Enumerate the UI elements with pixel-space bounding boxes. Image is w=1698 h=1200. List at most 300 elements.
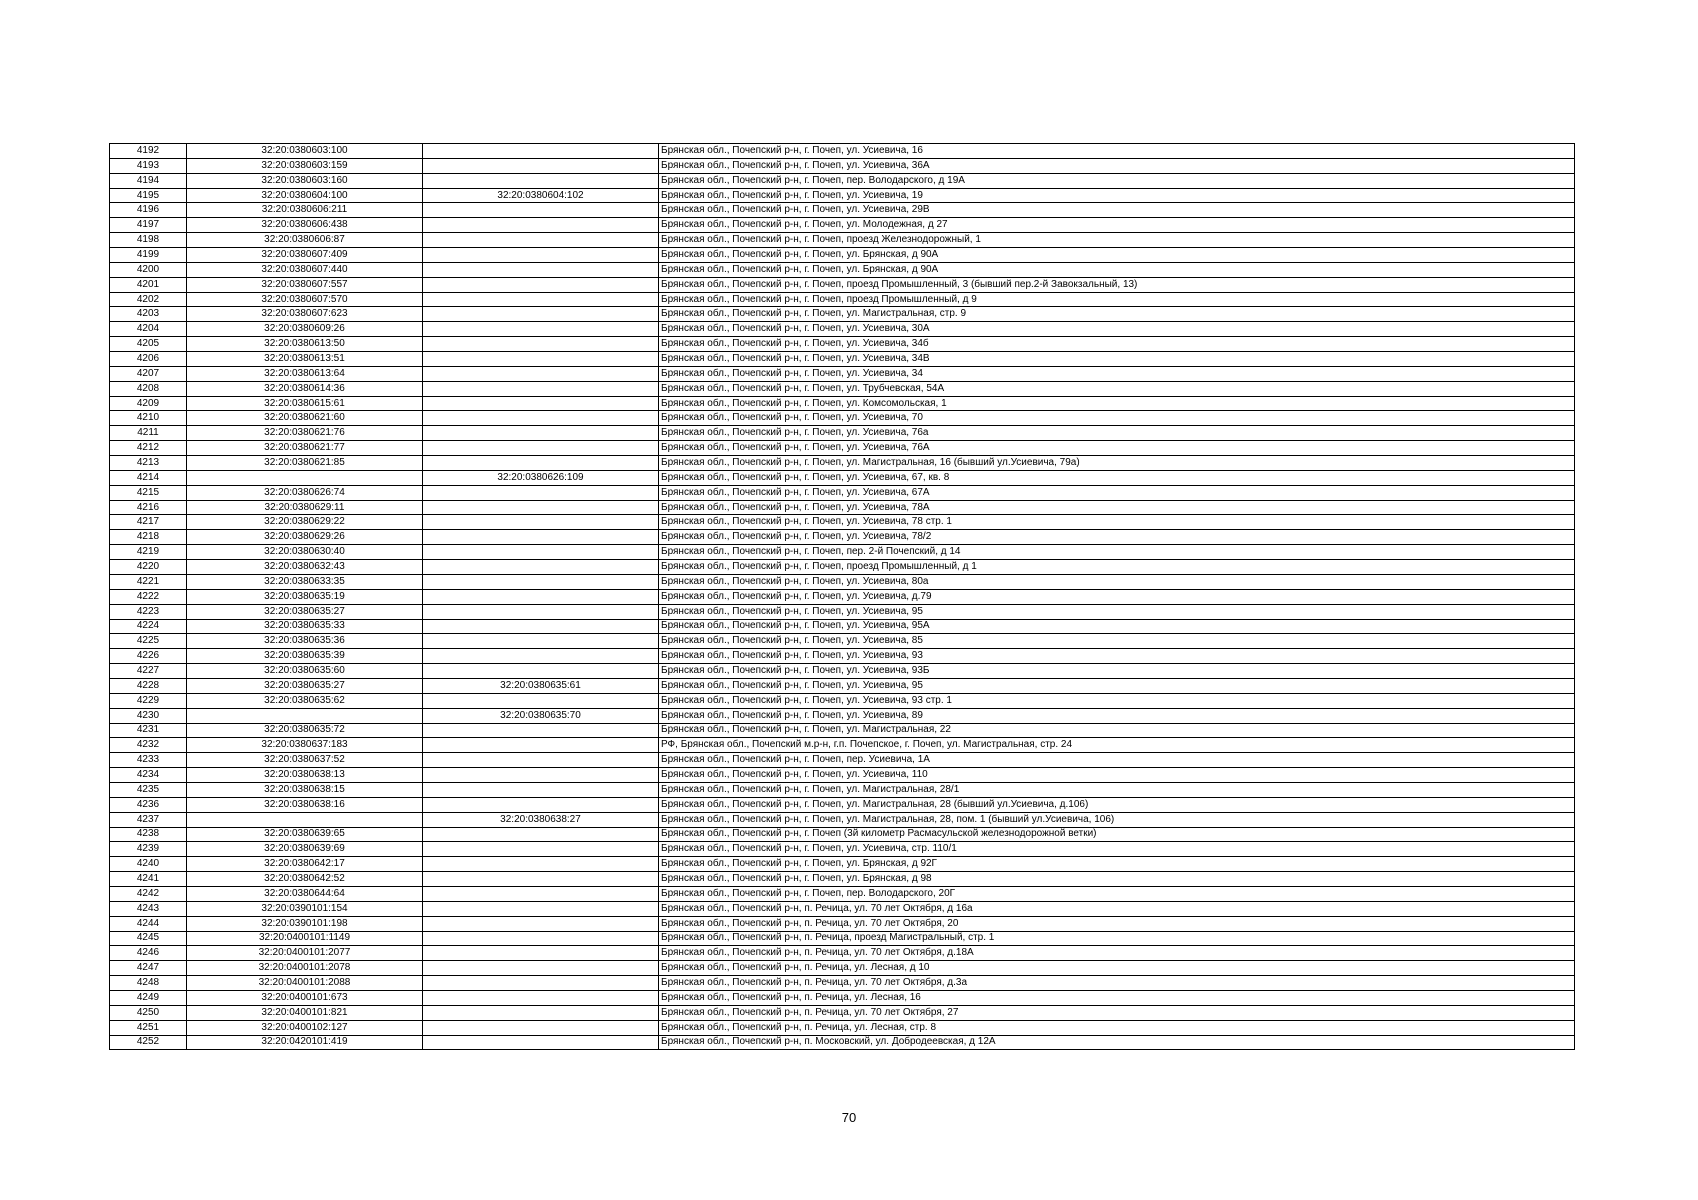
related-cadastral-number-cell bbox=[423, 976, 659, 991]
cadastral-number-cell: 32:20:0380642:52 bbox=[187, 872, 423, 887]
table-row bbox=[110, 872, 1575, 887]
related-cadastral-number-cell bbox=[423, 560, 659, 575]
cadastral-number-cell: 32:20:0380638:13 bbox=[187, 768, 423, 783]
address-cell: Брянская обл., Почепский р-н, г. Почеп, ул. Брянская, д 98 bbox=[659, 872, 1575, 887]
cadastral-number-cell: 32:20:0380606:211 bbox=[187, 203, 423, 218]
row-number-cell: 4199 bbox=[110, 248, 187, 263]
cadastral-number-cell: 32:20:0380632:43 bbox=[187, 560, 423, 575]
address-cell: Брянская обл., Почепский р-н, г. Почеп, проезд Промышленный, д 1 bbox=[659, 560, 1575, 575]
address-cell: Брянская обл., Почепский р-н, г. Почеп, ул. Усиевича, 78А bbox=[659, 500, 1575, 515]
related-cadastral-number-cell bbox=[423, 664, 659, 679]
address-cell: Брянская обл., Почепский р-н, г. Почеп, ул. Магистральная, 28, пом. 1 (бывший ул.Усиевича, 106) bbox=[659, 812, 1575, 827]
cadastral-number-cell: 32:20:0400101:2078 bbox=[187, 961, 423, 976]
address-cell: Брянская обл., Почепский р-н, г. Почеп, ул. Магистральная, 16 (бывший ул.Усиевича, 79а) bbox=[659, 456, 1575, 471]
table-row bbox=[110, 589, 1575, 604]
address-cell: РФ, Брянская обл., Почепский м.р-н, г.п. Почепское, г. Почеп, ул. Магистральная, стр. 24 bbox=[659, 738, 1575, 753]
address-cell: Брянская обл., Почепский р-н, г. Почеп, ул. Молодежная, д 27 bbox=[659, 218, 1575, 233]
address-cell: Брянская обл., Почепский р-н, г. Почеп, пер. Володарского, 20Г bbox=[659, 886, 1575, 901]
row-number-cell: 4239 bbox=[110, 842, 187, 857]
address-cell: Брянская обл., Почепский р-н, г. Почеп, ул. Усиевича, 93 bbox=[659, 649, 1575, 664]
table-row bbox=[110, 842, 1575, 857]
row-number-cell: 4204 bbox=[110, 322, 187, 337]
address-cell: Брянская обл., Почепский р-н, п. Речица, ул. 70 лет Октября, д.18А bbox=[659, 946, 1575, 961]
related-cadastral-number-cell bbox=[423, 619, 659, 634]
related-cadastral-number-cell bbox=[423, 485, 659, 500]
cadastral-number-cell: 32:20:0420101:419 bbox=[187, 1035, 423, 1050]
table-row bbox=[110, 946, 1575, 961]
cadastral-number-cell: 32:20:0380621:77 bbox=[187, 441, 423, 456]
row-number-cell: 4192 bbox=[110, 144, 187, 159]
table-row bbox=[110, 693, 1575, 708]
related-cadastral-number-cell bbox=[423, 857, 659, 872]
cadastral-number-cell: 32:20:0380613:50 bbox=[187, 337, 423, 352]
related-cadastral-number-cell bbox=[423, 545, 659, 560]
related-cadastral-number-cell bbox=[423, 797, 659, 812]
related-cadastral-number-cell bbox=[423, 1020, 659, 1035]
related-cadastral-number-cell bbox=[423, 277, 659, 292]
table-row bbox=[110, 307, 1575, 322]
cadastral-number-cell: 32:20:0400102:127 bbox=[187, 1020, 423, 1035]
table-row bbox=[110, 649, 1575, 664]
related-cadastral-number-cell bbox=[423, 396, 659, 411]
row-number-cell: 4230 bbox=[110, 708, 187, 723]
cadastral-number-cell: 32:20:0380607:623 bbox=[187, 307, 423, 322]
related-cadastral-number-cell bbox=[423, 782, 659, 797]
address-cell: Брянская обл., Почепский р-н, г. Почеп, проезд Промышленный, д 9 bbox=[659, 292, 1575, 307]
address-cell: Брянская обл., Почепский р-н, г. Почеп, ул. Магистральная, стр. 9 bbox=[659, 307, 1575, 322]
property-table-body bbox=[110, 144, 1575, 1050]
address-cell: Брянская обл., Почепский р-н, г. Почеп, ул. Усиевича, 110 bbox=[659, 768, 1575, 783]
related-cadastral-number-cell bbox=[423, 173, 659, 188]
row-number-cell: 4236 bbox=[110, 797, 187, 812]
address-cell: Брянская обл., Почепский р-н, п. Речица, ул. 70 лет Октября, 20 bbox=[659, 916, 1575, 931]
related-cadastral-number-cell: 32:20:0380635:61 bbox=[423, 678, 659, 693]
related-cadastral-number-cell bbox=[423, 886, 659, 901]
related-cadastral-number-cell bbox=[423, 604, 659, 619]
table-row bbox=[110, 173, 1575, 188]
cadastral-number-cell: 32:20:0380638:15 bbox=[187, 782, 423, 797]
row-number-cell: 4243 bbox=[110, 901, 187, 916]
related-cadastral-number-cell: 32:20:0380604:102 bbox=[423, 188, 659, 203]
cadastral-number-cell: 32:20:0380615:61 bbox=[187, 396, 423, 411]
row-number-cell: 4193 bbox=[110, 158, 187, 173]
related-cadastral-number-cell bbox=[423, 292, 659, 307]
related-cadastral-number-cell bbox=[423, 1035, 659, 1050]
cadastral-number-cell: 32:20:0380638:16 bbox=[187, 797, 423, 812]
address-cell: Брянская обл., Почепский р-н, г. Почеп, ул. Усиевича, 95 bbox=[659, 604, 1575, 619]
address-cell: Брянская обл., Почепский р-н, г. Почеп, ул. Комсомольская, 1 bbox=[659, 396, 1575, 411]
cadastral-number-cell: 32:20:0380609:26 bbox=[187, 322, 423, 337]
table-row bbox=[110, 634, 1575, 649]
address-cell: Брянская обл., Почепский р-н, г. Почеп, ул. Усиевича, 34 bbox=[659, 366, 1575, 381]
cadastral-number-cell: 32:20:0380635:60 bbox=[187, 664, 423, 679]
address-cell: Брянская обл., Почепский р-н, г. Почеп, ул. Магистральная, 28/1 bbox=[659, 782, 1575, 797]
cadastral-number-cell: 32:20:0380635:39 bbox=[187, 649, 423, 664]
table-row bbox=[110, 248, 1575, 263]
row-number-cell: 4228 bbox=[110, 678, 187, 693]
row-number-cell: 4251 bbox=[110, 1020, 187, 1035]
row-number-cell: 4222 bbox=[110, 589, 187, 604]
address-cell: Брянская обл., Почепский р-н, г. Почеп, ул. Усиевича, 93Б bbox=[659, 664, 1575, 679]
related-cadastral-number-cell bbox=[423, 990, 659, 1005]
related-cadastral-number-cell bbox=[423, 158, 659, 173]
row-number-cell: 4214 bbox=[110, 470, 187, 485]
cadastral-number-cell: 32:20:0380621:76 bbox=[187, 426, 423, 441]
row-number-cell: 4252 bbox=[110, 1035, 187, 1050]
address-cell: Брянская обл., Почепский р-н, г. Почеп, пер. 2-й Почепский, д 14 bbox=[659, 545, 1575, 560]
table-row bbox=[110, 738, 1575, 753]
cadastral-number-cell: 32:20:0380635:27 bbox=[187, 678, 423, 693]
row-number-cell: 4220 bbox=[110, 560, 187, 575]
cadastral-number-cell: 32:20:0380635:62 bbox=[187, 693, 423, 708]
row-number-cell: 4197 bbox=[110, 218, 187, 233]
address-cell: Брянская обл., Почепский р-н, п. Речица, ул. 70 лет Октября, д.3а bbox=[659, 976, 1575, 991]
row-number-cell: 4202 bbox=[110, 292, 187, 307]
related-cadastral-number-cell bbox=[423, 946, 659, 961]
related-cadastral-number-cell bbox=[423, 381, 659, 396]
related-cadastral-number-cell bbox=[423, 634, 659, 649]
row-number-cell: 4244 bbox=[110, 916, 187, 931]
address-cell: Брянская обл., Почепский р-н, г. Почеп, ул. Усиевича, 34б bbox=[659, 337, 1575, 352]
related-cadastral-number-cell: 32:20:0380638:27 bbox=[423, 812, 659, 827]
related-cadastral-number-cell bbox=[423, 233, 659, 248]
address-cell: Брянская обл., Почепский р-н, г. Почеп, ул. Усиевича, 95 bbox=[659, 678, 1575, 693]
address-cell: Брянская обл., Почепский р-н, г. Почеп, ул. Усиевича, стр. 110/1 bbox=[659, 842, 1575, 857]
row-number-cell: 4238 bbox=[110, 827, 187, 842]
cadastral-number-cell: 32:20:0380637:52 bbox=[187, 753, 423, 768]
cadastral-number-cell: 32:20:0380621:60 bbox=[187, 411, 423, 426]
page-number: 70 bbox=[841, 1110, 857, 1125]
address-cell: Брянская обл., Почепский р-н, г. Почеп, ул. Усиевича, 76а bbox=[659, 426, 1575, 441]
related-cadastral-number-cell bbox=[423, 530, 659, 545]
cadastral-number-cell: 32:20:0380603:159 bbox=[187, 158, 423, 173]
cadastral-number-cell: 32:20:0380644:64 bbox=[187, 886, 423, 901]
address-cell: Брянская обл., Почепский р-н, г. Почеп, ул. Усиевича, 36А bbox=[659, 158, 1575, 173]
table-row bbox=[110, 411, 1575, 426]
row-number-cell: 4203 bbox=[110, 307, 187, 322]
row-number-cell: 4209 bbox=[110, 396, 187, 411]
related-cadastral-number-cell bbox=[423, 738, 659, 753]
table-row bbox=[110, 916, 1575, 931]
table-row bbox=[110, 723, 1575, 738]
related-cadastral-number-cell bbox=[423, 366, 659, 381]
address-cell: Брянская обл., Почепский р-н, г. Почеп, пер. Усиевича, 1А bbox=[659, 753, 1575, 768]
related-cadastral-number-cell bbox=[423, 931, 659, 946]
table-row bbox=[110, 560, 1575, 575]
related-cadastral-number-cell bbox=[423, 500, 659, 515]
row-number-cell: 4233 bbox=[110, 753, 187, 768]
table-row bbox=[110, 515, 1575, 530]
related-cadastral-number-cell bbox=[423, 723, 659, 738]
table-row bbox=[110, 1035, 1575, 1050]
address-cell: Брянская обл., Почепский р-н, п. Речица, проезд Магистральный, стр. 1 bbox=[659, 931, 1575, 946]
related-cadastral-number-cell bbox=[423, 574, 659, 589]
row-number-cell: 4201 bbox=[110, 277, 187, 292]
cadastral-number-cell bbox=[187, 470, 423, 485]
cadastral-number-cell: 32:20:0390101:154 bbox=[187, 901, 423, 916]
table-row bbox=[110, 292, 1575, 307]
row-number-cell: 4194 bbox=[110, 173, 187, 188]
cadastral-number-cell: 32:20:0380613:64 bbox=[187, 366, 423, 381]
address-cell: Брянская обл., Почепский р-н, п. Речица, ул. Лесная, 16 bbox=[659, 990, 1575, 1005]
address-cell: Брянская обл., Почепский р-н, г. Почеп, ул. Усиевича, 78/2 bbox=[659, 530, 1575, 545]
related-cadastral-number-cell bbox=[423, 842, 659, 857]
related-cadastral-number-cell bbox=[423, 352, 659, 367]
table-row bbox=[110, 500, 1575, 515]
related-cadastral-number-cell: 32:20:0380635:70 bbox=[423, 708, 659, 723]
address-cell: Брянская обл., Почепский р-н, г. Почеп, ул. Магистральная, 22 bbox=[659, 723, 1575, 738]
table-row bbox=[110, 901, 1575, 916]
cadastral-number-cell: 32:20:0380603:100 bbox=[187, 144, 423, 159]
row-number-cell: 4215 bbox=[110, 485, 187, 500]
row-number-cell: 4206 bbox=[110, 352, 187, 367]
row-number-cell: 4195 bbox=[110, 188, 187, 203]
table-row bbox=[110, 233, 1575, 248]
row-number-cell: 4213 bbox=[110, 456, 187, 471]
table-row bbox=[110, 827, 1575, 842]
cadastral-number-cell: 32:20:0380639:69 bbox=[187, 842, 423, 857]
related-cadastral-number-cell bbox=[423, 693, 659, 708]
row-number-cell: 4221 bbox=[110, 574, 187, 589]
row-number-cell: 4240 bbox=[110, 857, 187, 872]
related-cadastral-number-cell bbox=[423, 337, 659, 352]
table-row bbox=[110, 753, 1575, 768]
address-cell: Брянская обл., Почепский р-н, г. Почеп, проезд Промышленный, 3 (бывший пер.2-й Завокзальный, 13) bbox=[659, 277, 1575, 292]
related-cadastral-number-cell bbox=[423, 827, 659, 842]
related-cadastral-number-cell bbox=[423, 768, 659, 783]
address-cell: Брянская обл., Почепский р-н, п. Речица, ул. Лесная, стр. 8 bbox=[659, 1020, 1575, 1035]
address-cell: Брянская обл., Почепский р-н, г. Почеп, ул. Усиевича, 70 bbox=[659, 411, 1575, 426]
related-cadastral-number-cell bbox=[423, 144, 659, 159]
table-row bbox=[110, 277, 1575, 292]
row-number-cell: 4216 bbox=[110, 500, 187, 515]
row-number-cell: 4219 bbox=[110, 545, 187, 560]
cadastral-number-cell: 32:20:0380629:11 bbox=[187, 500, 423, 515]
cadastral-number-cell: 32:20:0380637:183 bbox=[187, 738, 423, 753]
related-cadastral-number-cell bbox=[423, 515, 659, 530]
cadastral-number-cell: 32:20:0390101:198 bbox=[187, 916, 423, 931]
row-number-cell: 4248 bbox=[110, 976, 187, 991]
related-cadastral-number-cell bbox=[423, 307, 659, 322]
row-number-cell: 4223 bbox=[110, 604, 187, 619]
row-number-cell: 4200 bbox=[110, 262, 187, 277]
row-number-cell: 4217 bbox=[110, 515, 187, 530]
related-cadastral-number-cell bbox=[423, 203, 659, 218]
table-row bbox=[110, 990, 1575, 1005]
table-row bbox=[110, 574, 1575, 589]
row-number-cell: 4246 bbox=[110, 946, 187, 961]
cadastral-number-cell: 32:20:0400101:1149 bbox=[187, 931, 423, 946]
address-cell: Брянская обл., Почепский р-н, г. Почеп, ул. Усиевича, 89 bbox=[659, 708, 1575, 723]
cadastral-number-cell: 32:20:0380603:160 bbox=[187, 173, 423, 188]
address-cell: Брянская обл., Почепский р-н, п. Речица, ул. Лесная, д 10 bbox=[659, 961, 1575, 976]
cadastral-number-cell: 32:20:0380606:87 bbox=[187, 233, 423, 248]
table-row bbox=[110, 337, 1575, 352]
address-cell: Брянская обл., Почепский р-н, г. Почеп, ул. Усиевича, 34В bbox=[659, 352, 1575, 367]
cadastral-number-cell bbox=[187, 708, 423, 723]
table-row bbox=[110, 203, 1575, 218]
table-row bbox=[110, 619, 1575, 634]
table-row bbox=[110, 1005, 1575, 1020]
cadastral-number-cell: 32:20:0400101:673 bbox=[187, 990, 423, 1005]
table-row bbox=[110, 604, 1575, 619]
row-number-cell: 4224 bbox=[110, 619, 187, 634]
row-number-cell: 4232 bbox=[110, 738, 187, 753]
cadastral-number-cell: 32:20:0380621:85 bbox=[187, 456, 423, 471]
address-cell: Брянская обл., Почепский р-н, г. Почеп, ул. Усиевича, 16 bbox=[659, 144, 1575, 159]
table-row bbox=[110, 708, 1575, 723]
cadastral-number-cell: 32:20:0380607:409 bbox=[187, 248, 423, 263]
address-cell: Брянская обл., Почепский р-н, г. Почеп, ул. Усиевича, 67А bbox=[659, 485, 1575, 500]
table-row bbox=[110, 545, 1575, 560]
related-cadastral-number-cell bbox=[423, 916, 659, 931]
row-number-cell: 4225 bbox=[110, 634, 187, 649]
table-row bbox=[110, 664, 1575, 679]
table-row bbox=[110, 262, 1575, 277]
related-cadastral-number-cell: 32:20:0380626:109 bbox=[423, 470, 659, 485]
address-cell: Брянская обл., Почепский р-н, г. Почеп, ул. Трубчевская, 54А bbox=[659, 381, 1575, 396]
table-row bbox=[110, 322, 1575, 337]
address-cell: Брянская обл., Почепский р-н, г. Почеп (3й километр Расмасульской железнодорожной ветки) bbox=[659, 827, 1575, 842]
row-number-cell: 4227 bbox=[110, 664, 187, 679]
table-row bbox=[110, 857, 1575, 872]
related-cadastral-number-cell bbox=[423, 218, 659, 233]
table-row bbox=[110, 931, 1575, 946]
related-cadastral-number-cell bbox=[423, 456, 659, 471]
table-row bbox=[110, 144, 1575, 159]
table-row bbox=[110, 352, 1575, 367]
related-cadastral-number-cell bbox=[423, 872, 659, 887]
row-number-cell: 4241 bbox=[110, 872, 187, 887]
address-cell: Брянская обл., Почепский р-н, г. Почеп, проезд Железнодорожный, 1 bbox=[659, 233, 1575, 248]
address-cell: Брянская обл., Почепский р-н, г. Почеп, ул. Магистральная, 28 (бывший ул.Усиевича, д.106) bbox=[659, 797, 1575, 812]
row-number-cell: 4211 bbox=[110, 426, 187, 441]
row-number-cell: 4231 bbox=[110, 723, 187, 738]
address-cell: Брянская обл., Почепский р-н, г. Почеп, ул. Усиевича, 30А bbox=[659, 322, 1575, 337]
cadastral-number-cell: 32:20:0380639:65 bbox=[187, 827, 423, 842]
cadastral-number-cell: 32:20:0380607:440 bbox=[187, 262, 423, 277]
table-row bbox=[110, 366, 1575, 381]
row-number-cell: 4235 bbox=[110, 782, 187, 797]
row-number-cell: 4210 bbox=[110, 411, 187, 426]
table-row bbox=[110, 426, 1575, 441]
cadastral-number-cell: 32:20:0400101:2077 bbox=[187, 946, 423, 961]
table-row bbox=[110, 158, 1575, 173]
cadastral-number-cell: 32:20:0380613:51 bbox=[187, 352, 423, 367]
row-number-cell: 4212 bbox=[110, 441, 187, 456]
row-number-cell: 4242 bbox=[110, 886, 187, 901]
row-number-cell: 4226 bbox=[110, 649, 187, 664]
cadastral-number-cell: 32:20:0380642:17 bbox=[187, 857, 423, 872]
table-row bbox=[110, 485, 1575, 500]
related-cadastral-number-cell bbox=[423, 411, 659, 426]
row-number-cell: 4249 bbox=[110, 990, 187, 1005]
table-row bbox=[110, 456, 1575, 471]
address-cell: Брянская обл., Почепский р-н, г. Почеп, ул. Усиевича, 67, кв. 8 bbox=[659, 470, 1575, 485]
table-row bbox=[110, 188, 1575, 203]
cadastral-number-cell: 32:20:0380635:36 bbox=[187, 634, 423, 649]
cadastral-number-cell: 32:20:0380635:33 bbox=[187, 619, 423, 634]
address-cell: Брянская обл., Почепский р-н, г. Почеп, ул. Усиевича, 78 стр. 1 bbox=[659, 515, 1575, 530]
cadastral-number-cell: 32:20:0380604:100 bbox=[187, 188, 423, 203]
table-row bbox=[110, 530, 1575, 545]
cadastral-number-cell: 32:20:0380607:557 bbox=[187, 277, 423, 292]
related-cadastral-number-cell bbox=[423, 441, 659, 456]
table-row bbox=[110, 441, 1575, 456]
cadastral-number-cell: 32:20:0380629:26 bbox=[187, 530, 423, 545]
table-row bbox=[110, 678, 1575, 693]
address-cell: Брянская обл., Почепский р-н, г. Почеп, ул. Усиевича, 95А bbox=[659, 619, 1575, 634]
row-number-cell: 4229 bbox=[110, 693, 187, 708]
cadastral-number-cell: 32:20:0400101:2088 bbox=[187, 976, 423, 991]
property-table bbox=[109, 143, 1575, 1050]
cadastral-number-cell: 32:20:0380626:74 bbox=[187, 485, 423, 500]
row-number-cell: 4237 bbox=[110, 812, 187, 827]
row-number-cell: 4205 bbox=[110, 337, 187, 352]
cadastral-number-cell: 32:20:0380629:22 bbox=[187, 515, 423, 530]
row-number-cell: 4234 bbox=[110, 768, 187, 783]
row-number-cell: 4218 bbox=[110, 530, 187, 545]
related-cadastral-number-cell bbox=[423, 649, 659, 664]
related-cadastral-number-cell bbox=[423, 753, 659, 768]
table-row bbox=[110, 782, 1575, 797]
address-cell: Брянская обл., Почепский р-н, г. Почеп, пер. Володарского, д 19А bbox=[659, 173, 1575, 188]
cadastral-number-cell: 32:20:0380630:40 bbox=[187, 545, 423, 560]
table-row bbox=[110, 396, 1575, 411]
address-cell: Брянская обл., Почепский р-н, г. Почеп, ул. Брянская, д 92Г bbox=[659, 857, 1575, 872]
cadastral-number-cell: 32:20:0380635:19 bbox=[187, 589, 423, 604]
address-cell: Брянская обл., Почепский р-н, г. Почеп, ул. Усиевича, д.79 bbox=[659, 589, 1575, 604]
address-cell: Брянская обл., Почепский р-н, г. Почеп, ул. Брянская, д 90А bbox=[659, 262, 1575, 277]
address-cell: Брянская обл., Почепский р-н, г. Почеп, ул. Брянская, д 90А bbox=[659, 248, 1575, 263]
cadastral-number-cell bbox=[187, 812, 423, 827]
table-row bbox=[110, 797, 1575, 812]
related-cadastral-number-cell bbox=[423, 262, 659, 277]
address-cell: Брянская обл., Почепский р-н, г. Почеп, ул. Усиевича, 80а bbox=[659, 574, 1575, 589]
address-cell: Брянская обл., Почепский р-н, п. Речица, ул. 70 лет Октября, д 16а bbox=[659, 901, 1575, 916]
table-row bbox=[110, 470, 1575, 485]
cadastral-number-cell: 32:20:0380633:35 bbox=[187, 574, 423, 589]
related-cadastral-number-cell bbox=[423, 1005, 659, 1020]
related-cadastral-number-cell bbox=[423, 589, 659, 604]
cadastral-number-cell: 32:20:0380614:36 bbox=[187, 381, 423, 396]
cadastral-number-cell: 32:20:0380606:438 bbox=[187, 218, 423, 233]
row-number-cell: 4198 bbox=[110, 233, 187, 248]
cadastral-number-cell: 32:20:0380607:570 bbox=[187, 292, 423, 307]
row-number-cell: 4196 bbox=[110, 203, 187, 218]
table-row bbox=[110, 1020, 1575, 1035]
table-row bbox=[110, 812, 1575, 827]
related-cadastral-number-cell bbox=[423, 961, 659, 976]
address-cell: Брянская обл., Почепский р-н, г. Почеп, ул. Усиевича, 85 bbox=[659, 634, 1575, 649]
related-cadastral-number-cell bbox=[423, 322, 659, 337]
table-row bbox=[110, 768, 1575, 783]
row-number-cell: 4247 bbox=[110, 961, 187, 976]
address-cell: Брянская обл., Почепский р-н, г. Почеп, ул. Усиевича, 29В bbox=[659, 203, 1575, 218]
cadastral-number-cell: 32:20:0400101:821 bbox=[187, 1005, 423, 1020]
address-cell: Брянская обл., Почепский р-н, п. Речица, ул. 70 лет Октября, 27 bbox=[659, 1005, 1575, 1020]
table-row bbox=[110, 218, 1575, 233]
table-row bbox=[110, 961, 1575, 976]
related-cadastral-number-cell bbox=[423, 901, 659, 916]
address-cell: Брянская обл., Почепский р-н, г. Почеп, ул. Усиевича, 19 bbox=[659, 188, 1575, 203]
related-cadastral-number-cell bbox=[423, 426, 659, 441]
table-row bbox=[110, 976, 1575, 991]
row-number-cell: 4208 bbox=[110, 381, 187, 396]
address-cell: Брянская обл., Почепский р-н, п. Московский, ул. Добродеевская, д 12А bbox=[659, 1035, 1575, 1050]
row-number-cell: 4245 bbox=[110, 931, 187, 946]
table-row bbox=[110, 381, 1575, 396]
